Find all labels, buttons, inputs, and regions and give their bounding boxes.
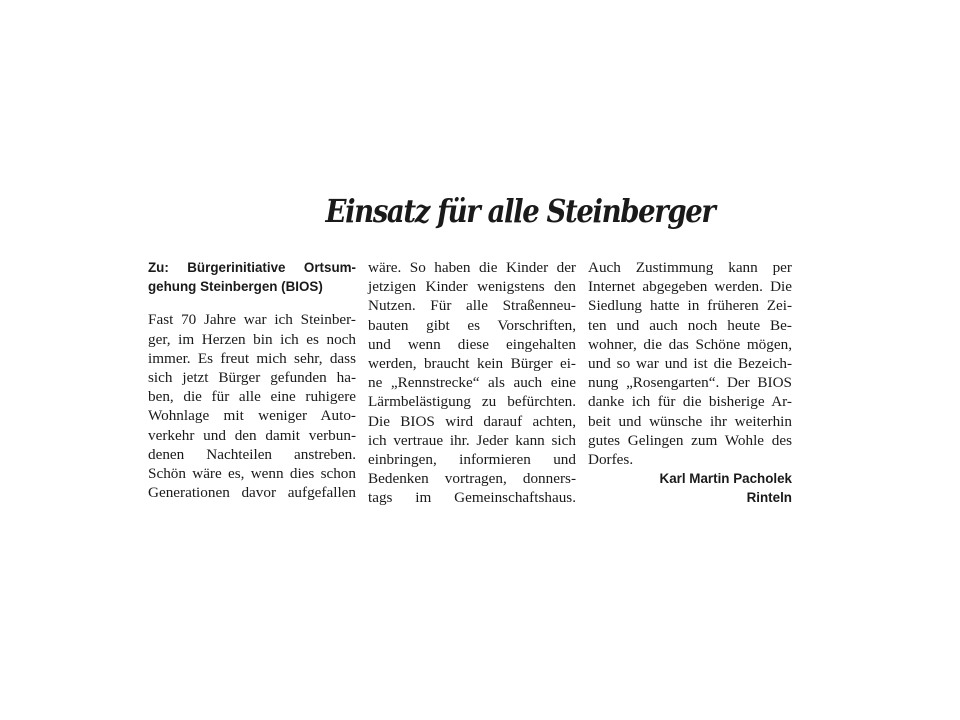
reference-line [148, 258, 356, 296]
column-2-line: werden, braucht kein Bürger ei- [368, 355, 576, 373]
column-1-line: Generationen davor aufgefallen [148, 484, 356, 502]
column-3-line: wohner, die das Schöne mögen, [588, 335, 792, 353]
reference-line-2: gehung Steinbergen (BIOS) [148, 279, 323, 295]
column-2-line: bauten gibt es Vorschriften, [368, 316, 576, 334]
reference-line-1: Zu: Bürgerinitiative Ortsum- [148, 260, 356, 275]
column-2-line: wäre. So haben die Kinder der [368, 259, 576, 276]
column-3-line: Auch Zustimmung kann per [588, 259, 792, 276]
column-1-line: Schön wäre es, wenn dies schon [148, 465, 356, 483]
column-3-line: Dorfes. [588, 451, 634, 469]
column-1-line: Wohnlage mit weniger Auto- [148, 407, 356, 425]
headline: Einsatz für alle Steinberger [325, 192, 715, 230]
column-2-line: Lärmbelästigung zu befürchten. [368, 393, 576, 411]
column-2-line: Nutzen. Für alle Straßenneu- [368, 297, 576, 315]
column-1-line: ben, die für alle eine ruhigere [148, 388, 356, 406]
column-1 [148, 258, 356, 502]
column-2-line: tags im Gemeinschaftshaus. [368, 489, 576, 507]
newspaper-clipping [130, 180, 810, 520]
column-2-line: ich vertraue ihr. Jeder kann sich [368, 431, 576, 449]
column-2-line: Die BIOS wird darauf achten, [368, 412, 576, 430]
column-3-line: gutes Gelingen zum Wohle des [588, 431, 792, 449]
column-3-line: Siedlung hatte in früheren Zei- [588, 297, 792, 315]
column-1-line: immer. Es freut mich sehr, dass [148, 349, 356, 367]
column-3-line: danke ich für die bisherige Ar- [588, 393, 792, 411]
column-1-line: sich jetzt Bürger gefunden ha- [148, 369, 356, 387]
column-2 [368, 258, 576, 508]
column-1-line: denen Nachteilen anstreben. [148, 445, 356, 463]
column-3 [588, 258, 792, 508]
column-2-line: und wenn diese eingehalten [368, 335, 576, 353]
column-3-line: und so war und ist die Bezeich- [588, 355, 792, 373]
column-1-line: verkehr und den damit verbun- [148, 426, 356, 444]
column-3-line: ten und auch noch heute Be- [588, 316, 792, 334]
column-3-line: beit und wünsche ihr weiterhin [588, 412, 792, 430]
column-2-line: einbringen, informieren und [368, 451, 576, 469]
column-3-line: Internet abgegeben werden. Die [588, 278, 792, 296]
column-3-line: nung „Rosengarten“. Der BIOS [588, 374, 792, 392]
column-1-line: ger, im Herzen bin ich es noch [148, 330, 356, 348]
column-1-line: Fast 70 Jahre war ich Steinber- [148, 311, 356, 329]
author-signature: Karl Martin Pacholek [659, 471, 792, 487]
author-city: Rinteln [746, 490, 792, 506]
column-2-line: Bedenken vortragen, donners- [368, 470, 576, 488]
column-2-line: jetzigen Kinder wenigstens den [368, 278, 576, 296]
column-2-line: ne „Rennstrecke“ als auch eine [368, 374, 576, 392]
